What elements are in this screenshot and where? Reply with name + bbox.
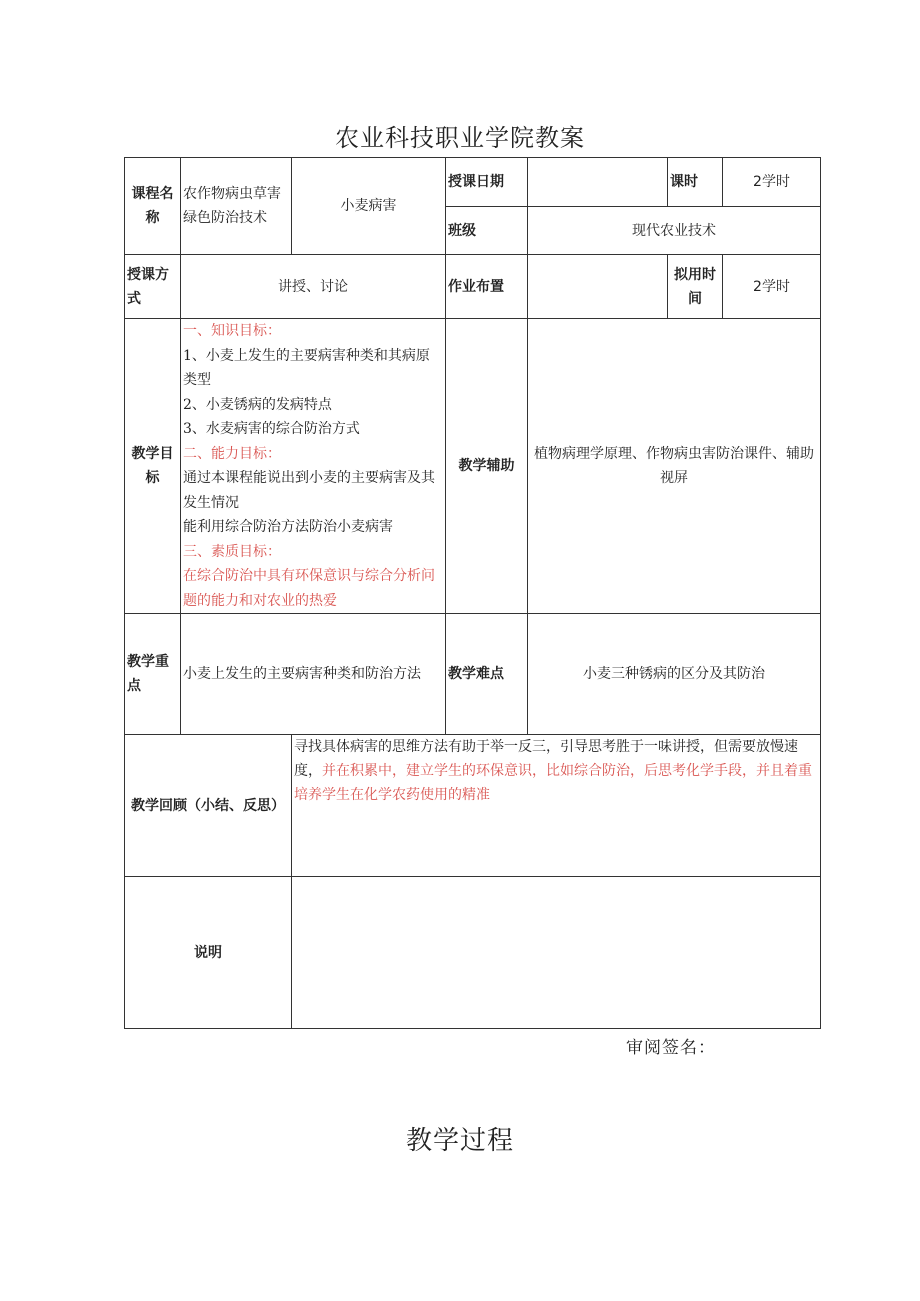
knowledge-item: 3、水麦病害的综合防治方式 — [183, 421, 360, 437]
review-content — [292, 735, 821, 877]
difficulties-value: 小麦三种锈病的区分及其防治 — [528, 614, 821, 735]
difficulties-label: 教学难点 — [446, 614, 528, 735]
notes-label: 说明 — [125, 877, 292, 1029]
aids-value: 植物病理学原理、作物病虫害防治课件、辅助视屏 — [528, 319, 821, 614]
signature-label: 审阅签名： — [626, 1038, 716, 1058]
homework-value — [528, 255, 668, 319]
course-name-label: 课程名称 — [125, 158, 181, 255]
objectives-content — [181, 319, 446, 614]
teaching-date-label: 授课日期 — [446, 158, 528, 207]
knowledge-item: 1、小麦上发生的主要病害种类和其病原类型 — [183, 347, 430, 388]
objectives-label: 教学目标 — [125, 319, 181, 614]
ability-heading: 二、能力目标： — [183, 445, 281, 462]
aids-label: 教学辅助 — [446, 319, 528, 614]
class-hours-value: 2学时 — [723, 158, 821, 207]
review-label: 教学回顾（小结、反思） — [125, 735, 292, 877]
section-title: 教学过程 — [405, 1126, 514, 1156]
lesson-plan-table — [124, 157, 821, 1029]
method-value: 讲授、讨论 — [181, 255, 446, 319]
quality-heading: 三、素质目标： — [183, 543, 281, 560]
key-points-label: 教学重点 — [125, 614, 181, 735]
class-value: 现代农业技术 — [528, 207, 821, 255]
knowledge-item: 2、小麦锈病的发病特点 — [183, 396, 332, 413]
teaching-date-value — [528, 158, 668, 207]
review-text: 寻找具体病害的思维方法有助于举一反三，引导思考胜于一味讲授，但需要放慢速度， — [294, 739, 798, 779]
class-label: 班级 — [446, 207, 528, 255]
homework-label: 作业布置 — [446, 255, 528, 319]
method-label: 授课方式 — [125, 255, 181, 319]
time-value: 2学时 — [723, 255, 821, 319]
time-label: 拟用时间 — [668, 255, 723, 319]
knowledge-heading: 一、知识目标： — [183, 323, 281, 339]
class-hours-label: 课时 — [668, 158, 723, 207]
course-name-value: 农作物病虫草害绿色防治技术 — [181, 158, 292, 255]
notes-value — [292, 877, 821, 1029]
key-points-value: 小麦上发生的主要病害种类和防治方法 — [181, 614, 446, 735]
topic-value: 小麦病害 — [292, 158, 446, 255]
document-title: 农业科技职业学院教案 — [335, 124, 585, 152]
quality-item: 在综合防治中具有环保意识与综合分析问题的能力和对农业的热爱 — [183, 568, 435, 609]
review-text-highlight: 并在积累中，建立学生的环保意识，比如综合防治，后思考化学手段，并且着重培养学生在化学农药使用的精准 — [294, 763, 812, 803]
ability-item: 能利用综合防治方法防治小麦病害 — [183, 519, 393, 535]
ability-item: 通过本课程能说出到小麦的主要病害及其发生情况 — [183, 470, 435, 511]
